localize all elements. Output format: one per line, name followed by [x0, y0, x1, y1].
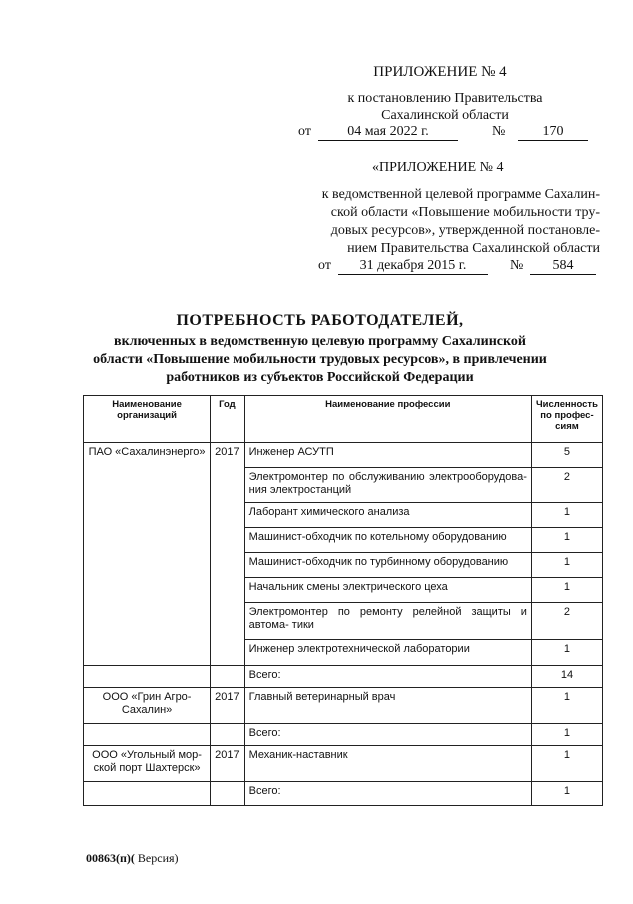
org-year: 2017 [211, 688, 245, 724]
org-year: 2017 [211, 443, 245, 468]
table-row [84, 688, 603, 724]
appendix2-line-1: к ведомственной целевой программе Сахалин- [321, 187, 600, 202]
profession-cell: Электромонтер по обслуживанию электрооборудова- ния электростанций [244, 468, 531, 503]
profession-cell: Электромонтер по ремонту релейной защиты и автома- тики [244, 603, 531, 640]
profession-cell: Начальник смены электрического цеха [244, 578, 531, 603]
count-cell: 1 [531, 528, 602, 553]
total-label: Всего: [244, 724, 531, 746]
year-cell-empty [211, 553, 245, 578]
subtitle-line-3: работников из субъектов Российской Федерации [166, 370, 474, 385]
appendix2-line-4: нием Правительства Сахалинской области [347, 241, 600, 256]
org-cell-empty [84, 666, 211, 688]
profession-cell: Лаборант химического анализа [244, 503, 531, 528]
table-row [84, 443, 603, 468]
footer-code: 00863(п)( [86, 851, 135, 865]
table-row [84, 746, 603, 782]
appendix2-body [300, 186, 600, 258]
footer-version: Версия) [134, 851, 179, 865]
appendix2-number: 584 [530, 258, 596, 275]
appendix2-line-3: довых ресурсов», утвержденной постановле- [330, 223, 600, 238]
profession-cell: Инженер электротехнической лаборатории [244, 640, 531, 666]
appendix2-title: «ПРИЛОЖЕНИЕ № 4 [372, 160, 504, 175]
count-cell: 1 [531, 553, 602, 578]
table-row [84, 503, 603, 528]
year-cell-empty [211, 468, 245, 503]
total-value: 1 [531, 724, 602, 746]
count-cell: 5 [531, 443, 602, 468]
table-row [84, 640, 603, 666]
profession-cell: Инженер АСУТП [244, 443, 531, 468]
appendix-date: 04 мая 2022 г. [318, 124, 458, 141]
org-cell-empty [84, 528, 211, 553]
appendix2-number-label: № [510, 258, 524, 273]
org-name: ПАО «Сахалинэнерго» [84, 443, 211, 468]
year-cell-empty [211, 640, 245, 666]
org-cell-empty [84, 640, 211, 666]
appendix2-date-row [318, 258, 608, 275]
org-cell-empty [84, 724, 211, 746]
count-cell: 2 [531, 603, 602, 640]
document-subtitle [60, 333, 580, 387]
year-cell-empty [211, 603, 245, 640]
org-cell-empty [84, 468, 211, 503]
org-year: 2017 [211, 746, 245, 782]
appendix-number: 170 [518, 124, 588, 141]
table-row [84, 553, 603, 578]
profession-cell: Машинист-обходчик по котельному оборудованию [244, 528, 531, 553]
total-row [84, 666, 603, 688]
profession-cell: Машинист-обходчик по турбинному оборудованию [244, 553, 531, 578]
table-row [84, 468, 603, 503]
org-cell-empty [84, 578, 211, 603]
table-row [84, 578, 603, 603]
profession-cell: Механик-наставник [244, 746, 531, 782]
year-cell-empty [211, 782, 245, 806]
appendix-line-2: Сахалинской области [381, 108, 509, 123]
year-cell-empty [211, 528, 245, 553]
appendix2-from-label: от [318, 258, 331, 273]
appendix-date-row [296, 124, 596, 141]
header-count: Численность по профес- сиям [531, 396, 602, 443]
header-year: Год [211, 396, 245, 443]
appendix2-date: 31 декабря 2015 г. [338, 258, 488, 275]
count-cell: 2 [531, 468, 602, 503]
org-cell-empty [84, 782, 211, 806]
total-label: Всего: [244, 666, 531, 688]
appendix-title: ПРИЛОЖЕНИЕ № 4 [373, 64, 507, 80]
count-cell: 1 [531, 688, 602, 724]
count-cell: 1 [531, 503, 602, 528]
org-name: ООО «Угольный мор- ской порт Шахтерск» [84, 746, 211, 782]
org-cell-empty [84, 603, 211, 640]
count-cell: 1 [531, 746, 602, 782]
total-value: 1 [531, 782, 602, 806]
appendix-from-label: от [298, 124, 311, 139]
document-title: ПОТРЕБНОСТЬ РАБОТОДАТЕЛЕЙ, [176, 312, 464, 329]
year-cell-empty [211, 724, 245, 746]
appendix2-line-2: ской области «Повышение мобильности тру- [330, 205, 600, 220]
header-organization: Наименование организаций [84, 396, 211, 443]
total-label: Всего: [244, 782, 531, 806]
table-row [84, 603, 603, 640]
table-row [84, 528, 603, 553]
employers-table [83, 395, 603, 806]
header-profession: Наименование профессии [244, 396, 531, 443]
year-cell-empty [211, 666, 245, 688]
document-footer [86, 851, 179, 866]
year-cell-empty [211, 578, 245, 603]
subtitle-line-1: включенных в ведомственную целевую программу Сахалинской [114, 334, 526, 349]
total-row [84, 782, 603, 806]
profession-cell: Главный ветеринарный врач [244, 688, 531, 724]
subtitle-line-2: области «Повышение мобильности трудовых ресурсов», в привлечении [93, 352, 547, 367]
org-cell-empty [84, 503, 211, 528]
total-value: 14 [531, 666, 602, 688]
table-header-row [84, 396, 603, 443]
year-cell-empty [211, 503, 245, 528]
appendix-number-label: № [492, 124, 506, 139]
total-row [84, 724, 603, 746]
org-cell-empty [84, 553, 211, 578]
appendix-line-1: к постановлению Правительства [347, 91, 543, 106]
org-name: ООО «Грин Агро-Сахалин» [84, 688, 211, 724]
count-cell: 1 [531, 640, 602, 666]
count-cell: 1 [531, 578, 602, 603]
